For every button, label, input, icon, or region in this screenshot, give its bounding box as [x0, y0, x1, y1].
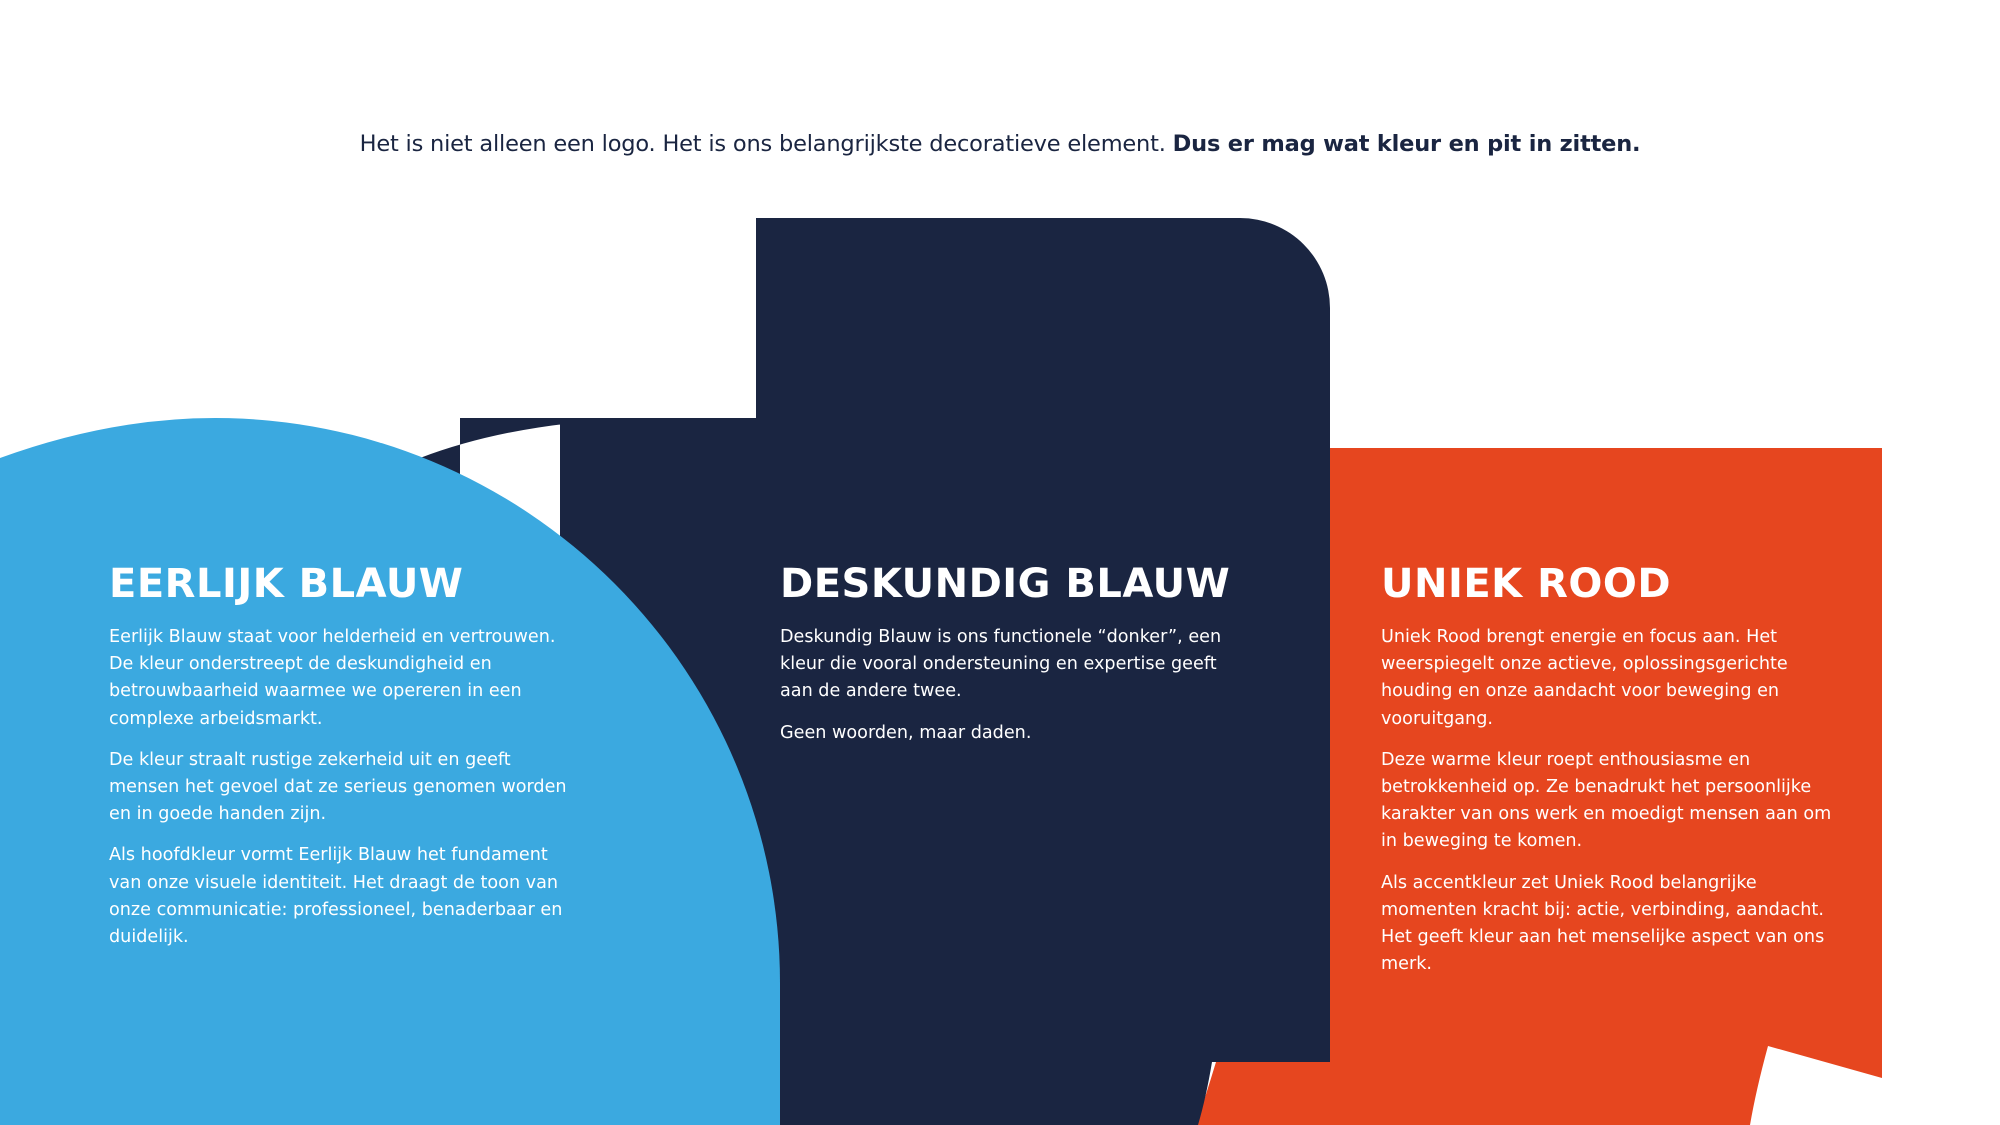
- uniek-rood-paragraph: Als accentkleur zet Uniek Rood belangrijke momenten kracht bij: actie, verbinding, aandacht. Het geeft kleur aan het menselijke aspect van ons merk.: [1381, 872, 1825, 975]
- deskundig-blauw-paragraph: Geen woorden, maar daden.: [780, 722, 1032, 743]
- eerlijk-blauw-column: [109, 558, 579, 965]
- eerlijk-blauw-paragraph: Als hoofdkleur vormt Eerlijk Blauw het fundament van onze visuele identiteit. Het draagt de toon van onze communicatie: professioneel, benaderbaar en duidelijk.: [109, 845, 563, 948]
- eerlijk-blauw-paragraph: Eerlijk Blauw staat voor helderheid en vertrouwen. De kleur onderstreept de deskundigheid en betrouwbaarheid waarmee we opereren in een complexe arbeidsmarkt.: [109, 627, 556, 729]
- uniek-rood-paragraph: Deze warme kleur roept enthousiasme en betrokkenheid op. Ze benadrukt het persoonlijke karakter van ons werk en moedigt mensen aan om in beweging te komen.: [1381, 749, 1832, 852]
- uniek-rood-title: UNIEK ROOD: [1381, 561, 1672, 607]
- uniek-rood-column: [1381, 558, 1851, 992]
- intro-sentence: [0, 128, 2000, 160]
- deskundig-blauw-paragraph: Deskundig Blauw is ons functionele “donker”, een kleur die vooral ondersteuning en expertise geeft aan de andere twee.: [780, 627, 1222, 702]
- eerlijk-blauw-title: EERLIJK BLAUW: [109, 561, 464, 607]
- deskundig-blauw-column: [780, 558, 1250, 761]
- eerlijk-blauw-paragraph: De kleur straalt rustige zekerheid uit en geeft mensen het gevoel dat ze serieus genomen worden en in goede handen zijn.: [109, 749, 567, 825]
- deskundig-blauw-title: DESKUNDIG BLAUW: [780, 561, 1231, 607]
- intro-lead: Het is niet alleen een logo. Het is ons belangrijkste decoratieve element.: [359, 131, 1166, 157]
- uniek-rood-paragraph: Uniek Rood brengt energie en focus aan. Het weerspiegelt onze actieve, oplossingsgerichte houding en onze aandacht voor beweging en vooruitgang.: [1381, 627, 1788, 729]
- intro-emphasis: Dus er mag wat kleur en pit in zitten.: [1172, 131, 1641, 157]
